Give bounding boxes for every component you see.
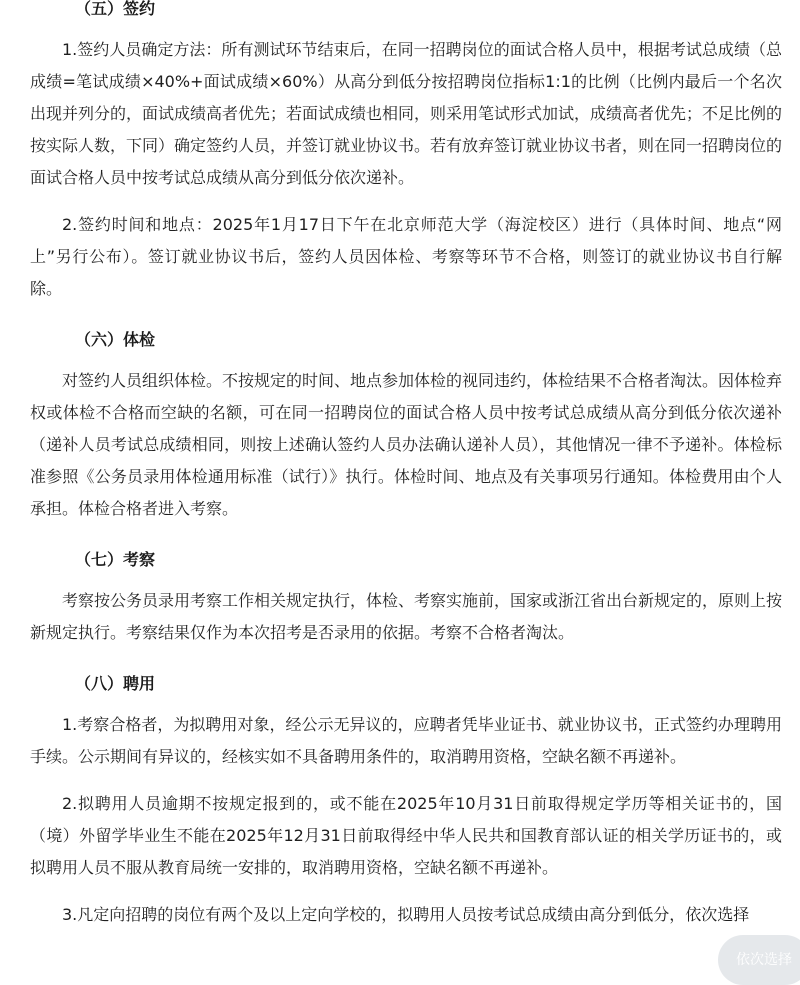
paragraph: 2.拟聘用人员逾期不按规定报到的，或不能在2025年10月31日前取得规定学历等相关证书的，国（境）外留学毕业生不能在2025年12月31日前取得经中华人民共和国教育部认证的相关学历证书的，或拟聘用人员不服从教育局统一安排的，取消聘用资格，空缺名额不再递补。 [30,794,782,877]
floating-button-label: 依次选择 [736,952,792,968]
paragraph: 1.考察合格者，为拟聘用对象，经公示无异议的，应聘者凭毕业证书、就业协议书，正式签约办理聘用手续。公示期间有异议的，经核实如不具备聘用条件的，取消聘用资格，空缺名额不再递补。 [30,715,782,766]
section-heading: （七）考察 [75,550,156,569]
document-body [30,0,782,946]
paragraph: 3.凡定向招聘的岗位有两个及以上定向学校的，拟聘用人员按考试总成绩由高分到低分，依次选择 [62,905,750,924]
paragraph: 对签约人员组织体检。不按规定的时间、地点参加体检的视同违约，体检结果不合格者淘汰。因体检弃权或体检不合格而空缺的名额，可在同一招聘岗位的面试合格人员中按考试总成绩从高分到低分依次递补（递补人员考试总成绩相同，则按上述确认签约人员办法确认递补人员），其他情况一律不予递补。体检标准参照《公务员录用体检通用标准（试行）》执行。体检时间、地点及有关事项另行通知。体检费用由个人承担。体检合格者进入考察。 [30,371,783,518]
section-heading: （八）聘用 [75,674,156,693]
floating-action-button[interactable] [718,935,800,985]
section-heading: （五）签约 [75,0,156,18]
section-heading: （六）体检 [75,330,156,349]
section-inspection [30,540,782,649]
paragraph: 2.签约时间和地点：2025年1月17日下午在北京师范大学（海淀校区）进行（具体时间、地点“网上”另行公布）。签订就业协议书后，签约人员因体检、考察等环节不合格，则签订的就业协议书自行解除。 [30,215,782,298]
section-employment [30,664,782,931]
paragraph: 考察按公务员录用考察工作相关规定执行，体检、考察实施前，国家或浙江省出台新规定的，原则上按新规定执行。考察结果仅作为本次招考是否录用的依据。考察不合格者淘汰。 [30,591,783,642]
section-signing [30,0,782,305]
section-physical-exam [30,320,782,525]
paragraph: 1.签约人员确定方法：所有测试环节结束后，在同一招聘岗位的面试合格人员中，根据考试总成绩（总成绩=笔试成绩×40%+面试成绩×60%）从高分到低分按招聘岗位指标1:1的比例（比例内最后一个名次出现并列分的，面试成绩高者优先；若面试成绩也相同，则采用笔试形式加试，成绩高者优先；不足比例的按实际人数，下同）确定签约人员，并签订就业协议书。若有放弃签订就业协议书者，则在同一招聘岗位的面试合格人员中按考试总成绩从高分到低分依次递补。 [30,40,783,187]
